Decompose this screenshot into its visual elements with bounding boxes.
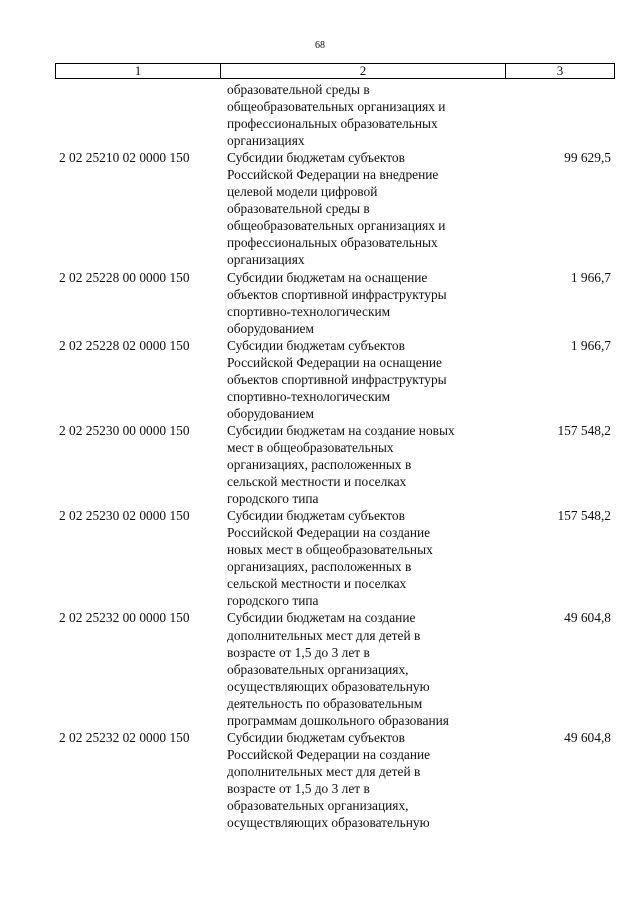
budget-code: 2 02 25210 02 0000 150 xyxy=(59,150,190,166)
budget-code: 2 02 25228 00 0000 150 xyxy=(59,269,190,285)
budget-amount: 157 548,2 xyxy=(557,422,611,438)
budget-description: Субсидии бюджетам на создание новых мест в общеобразовательных организациях, расположенных в сельской местности и поселках городского типа xyxy=(227,422,455,507)
budget-description: Субсидии бюджетам субъектов Российской Федерации на создание дополнительных мест для детей в возрасте от 1,5 до 3 лет в образовательных организациях, осуществляющих образовательную xyxy=(227,729,431,831)
budget-code: 2 02 25232 02 0000 150 xyxy=(59,729,190,745)
table-row xyxy=(0,149,640,268)
budget-description: Субсидии бюджетам на оснащение объектов спортивной инфраструктуры спортивно-технологическим оборудованием xyxy=(227,269,447,336)
table-row xyxy=(0,609,640,728)
budget-amount: 1 966,7 xyxy=(570,269,611,285)
budget-description: Субсидии бюджетам субъектов Российской Федерации на создание новых мест в общеобразовательных организациях, расположенных в сельской местности и поселках городского типа xyxy=(227,508,433,609)
table-header xyxy=(55,63,615,79)
budget-code: 2 02 25230 02 0000 150 xyxy=(59,508,190,524)
table-row xyxy=(0,507,640,609)
budget-amount: 157 548,2 xyxy=(557,508,611,524)
budget-code: 2 02 25230 00 0000 150 xyxy=(59,422,190,438)
budget-description: Субсидии бюджетам субъектов Российской Федерации на оснащение объектов спортивной инфраструктуры спортивно-технологическим оборудованием xyxy=(227,337,447,421)
budget-code: 2 02 25228 02 0000 150 xyxy=(59,337,190,353)
continued-description: образовательной среды в общеобразовательных организациях и профессиональных образовательных организациях xyxy=(227,82,446,149)
column-header-3: 3 xyxy=(556,63,564,78)
table-body xyxy=(0,81,640,831)
budget-amount: 49 604,8 xyxy=(564,729,611,745)
table-row xyxy=(0,337,640,422)
budget-description: Субсидии бюджетам субъектов Российской Федерации на внедрение целевой модели цифровой образовательной среды в общеобразовательных организациях и профессиональных образовательных организациях xyxy=(227,150,446,268)
budget-amount: 99 629,5 xyxy=(564,150,611,166)
budget-description: Субсидии бюджетам на создание дополнительных мест для детей в возрасте от 1,5 до 3 лет в образовательных организациях, осуществляющих образовательную деятельность по образовательным программам дошкольного образования xyxy=(227,610,449,728)
table-row xyxy=(0,422,640,507)
column-header-2: 2 xyxy=(221,64,506,78)
page-number: 68 xyxy=(315,40,325,51)
table-row xyxy=(0,269,640,337)
budget-amount: 1 966,7 xyxy=(570,337,611,353)
table-row xyxy=(0,729,640,831)
budget-amount: 49 604,8 xyxy=(564,610,611,626)
column-header-1: 1 xyxy=(56,64,221,78)
budget-code: 2 02 25232 00 0000 150 xyxy=(59,610,190,626)
